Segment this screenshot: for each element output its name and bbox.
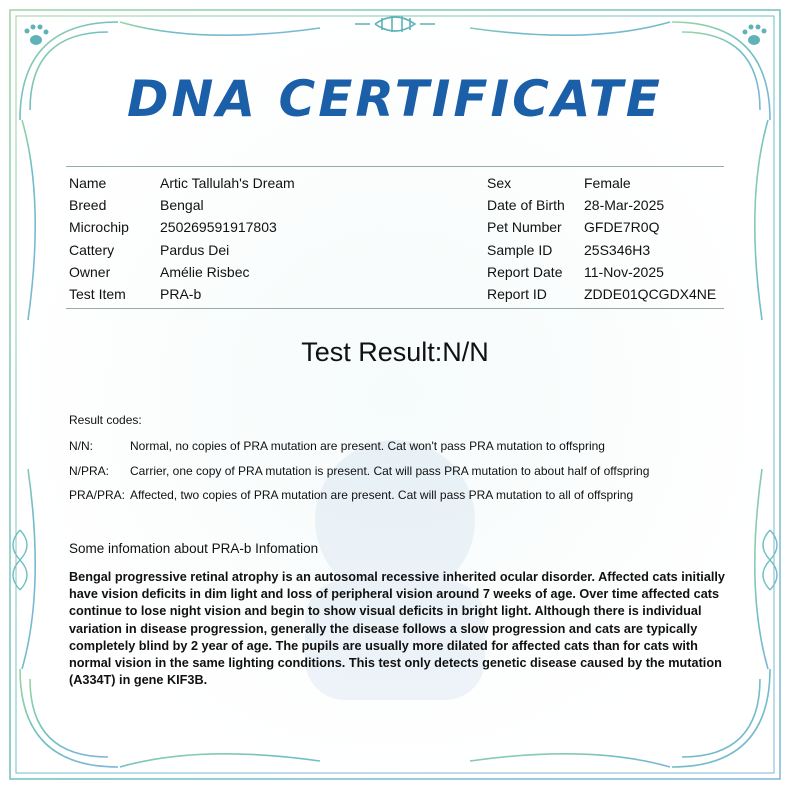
info-label: Sample ID [487,241,553,258]
info-label: Microchip [69,219,129,236]
info-column-right [487,172,716,305]
info-label: Breed [69,197,107,214]
result-code: N/PRA: [69,463,110,478]
result-code-description: Carrier, one copy of PRA mutation is present. Cat will pass PRA mutation to about half of offspring [130,463,650,478]
info-column-left [69,172,295,305]
result-code-description: Affected, two copies of PRA mutation are present. Cat will pass PRA mutation to all of offspring [130,488,634,502]
info-row-cattery [69,239,295,261]
info-value: Bengal [160,197,204,214]
result-code-row [69,439,649,464]
info-row-owner [69,261,295,283]
about-title: Some infomation about PRA-b Infomation [69,541,319,556]
info-row-microchip [69,216,295,238]
result-codes-heading: Result codes: [69,413,142,427]
info-value: PRA-b [160,286,202,303]
info-row-pet-number [487,216,716,238]
info-label: Owner [69,263,111,280]
info-divider-top [66,166,724,167]
result-code: N/N: [69,439,93,453]
result-codes [69,413,649,513]
info-value: 250269591917803 [160,219,277,236]
info-row-date-of-birth [487,194,716,216]
info-label: Report ID [487,286,547,303]
certificate-title: DNA CERTIFICATE [127,70,663,128]
info-row-test-item [69,283,295,305]
info-value: Female [584,175,631,191]
info-value: 28-Mar-2025 [584,197,665,214]
paw-print-icon [743,25,767,46]
info-value: Amélie Risbec [160,263,250,280]
result-code-row [69,464,649,489]
info-row-report-date [487,261,716,283]
info-value: 11-Nov-2025 [584,263,664,280]
result-code-description: Normal, no copies of PRA mutation are present. Cat won't pass PRA mutation to offspring [130,439,605,453]
info-label: Name [69,175,107,191]
about-text: Bengal progressive retinal atrophy is an autosomal recessive inherited ocular disorder. Affected cats initially have vision deficits in dim light and loss of peripheral vision around 7 weeks of age. Over time affected cats continue to lose night vision and begin to show visual deficits in bright light. Although there is individual variation in disease progression, generally the disease follows a slow progression and cats are typically completely blind by 2 year of age. The pupils are usually more dilated for affected cats than for cats with normal vision in the same lighting conditions. This test only detects genetic disease caused by the mutation (A334T) in gene KIF3B. [69,570,725,688]
info-label: Sex [487,175,512,191]
info-row-sex [487,172,716,194]
info-row-breed [69,194,295,216]
info-label: Report Date [487,263,563,280]
test-result: Test Result:N/N [301,337,489,367]
paw-print-icon [25,25,49,46]
dna-helix-icon [355,16,435,32]
info-row-name [69,172,295,194]
info-value: GFDE7R0Q [584,219,660,236]
info-value: Pardus Dei [160,241,230,258]
info-row-sample-id [487,239,716,261]
info-label: Date of Birth [487,197,565,214]
info-label: Test Item [69,286,126,303]
result-code: PRA/PRA: [69,488,126,502]
info-value: 25S346H3 [584,241,651,258]
info-label: Cattery [69,241,115,258]
info-divider-bottom [66,308,724,309]
result-code-row [69,488,649,513]
info-value: ZDDE01QCGDX4NE [584,286,717,303]
info-value: Artic Tallulah's Dream [160,175,295,191]
info-row-report-id [487,283,716,305]
info-label: Pet Number [487,219,562,236]
